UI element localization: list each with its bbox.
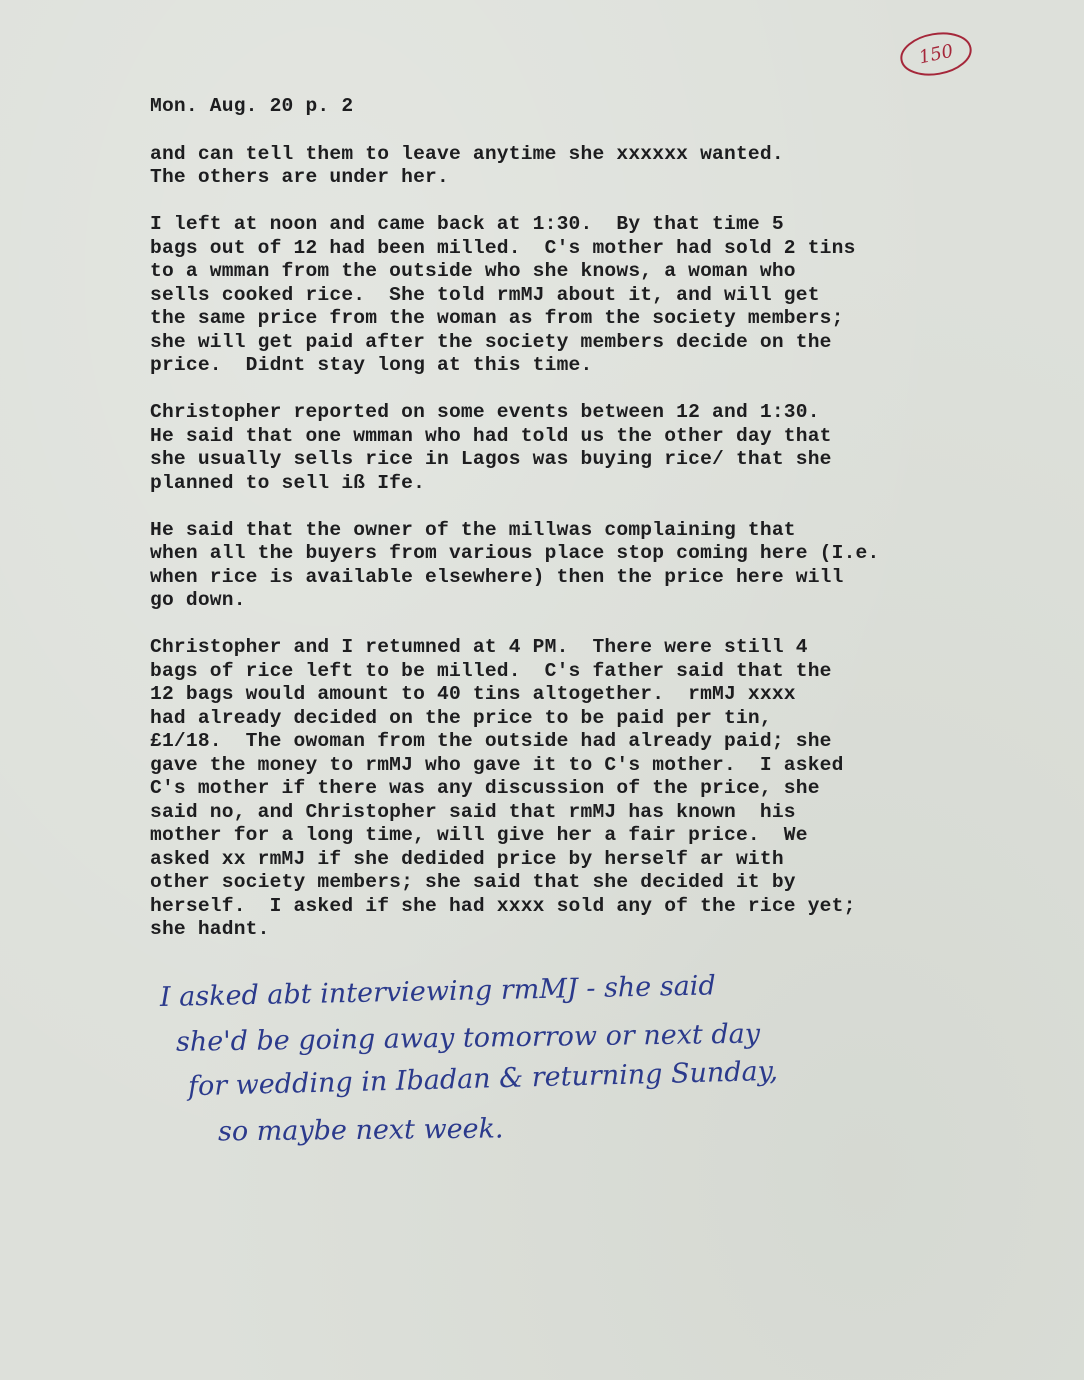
text-line: she hadnt. (150, 918, 270, 940)
text-line: He said that the owner of the millwas complaining that (150, 518, 796, 541)
text-line: I left at noon and came back at 1:30. By that time 5 (150, 213, 784, 235)
handwritten-line: for wedding in Ibadan & returning Sunday, (187, 1055, 779, 1103)
text-line: said no, and Christopher said that rmMJ has known his (150, 800, 796, 823)
paragraph (150, 143, 1020, 190)
text-line: He said that one wmman who had told us the other day that (150, 424, 832, 447)
handwritten-line: so maybe next week. (217, 1113, 504, 1148)
text-line: she usually sells rice in Lagos was buying rice/ that she (150, 448, 832, 470)
handwritten-note (159, 970, 1040, 1155)
text-line: C's mother if there was any discussion of the price, she (150, 777, 820, 799)
text-line: when rice is available elsewhere) then the price here will (150, 565, 844, 588)
text-line: sells cooked rice. She told rmMJ about it, and will get (150, 283, 820, 306)
text-line: other society members; she said that she decided it by (150, 871, 796, 893)
typed-text-body (150, 95, 1020, 965)
text-line: to a wmman from the outside who she knows, a woman who (150, 260, 796, 282)
handwritten-line: she'd be going away tomorrow or next day (175, 1018, 761, 1058)
text-line: The others are under her. (150, 166, 449, 188)
text-line: £1/18. The owoman from the outside had already paid; she (150, 730, 832, 752)
text-line: asked xx rmMJ if she dedided price by herself ar with (150, 847, 784, 870)
text-line: when all the buyers from various place stop coming here (I.e. (150, 542, 880, 564)
text-line: go down. (150, 589, 246, 611)
text-line: Christopher and I retumned at 4 PM. There were still 4 (150, 636, 808, 658)
page-number-text: 150 (917, 40, 955, 68)
text-line: Christopher reported on some events between 12 and 1:30. (150, 401, 820, 423)
paragraph (150, 401, 1020, 495)
paragraph (150, 636, 1020, 942)
text-line: mother for a long time, will give her a fair price. We (150, 824, 808, 846)
text-line: the same price from the woman as from the society members; (150, 307, 844, 329)
paragraph (150, 519, 1020, 613)
page-number-annotation (898, 30, 974, 78)
handwritten-line: I asked abt interviewing rmMJ - she said (159, 970, 716, 1013)
text-line: planned to sell iß Ife. (150, 471, 426, 494)
text-line: 12 bags would amount to 40 tins altogether. rmMJ xxxx (150, 683, 796, 705)
text-line: had already decided on the price to be paid per tin, (150, 706, 772, 729)
text-line: herself. I asked if she had xxxx sold any of the rice yet; (150, 894, 856, 917)
page-header: Mon. Aug. 20 p. 2 (150, 95, 354, 117)
text-line: and can tell them to leave anytime she xxxxxx wanted. (150, 142, 784, 165)
paragraph (150, 213, 1020, 378)
text-line: gave the money to rmMJ who gave it to C's mother. I asked (150, 753, 844, 776)
text-line: bags out of 12 had been milled. C's mother had sold 2 tins (150, 236, 856, 259)
text-line: price. Didnt stay long at this time. (150, 354, 593, 376)
text-line: bags of rice left to be milled. C's father said that the (150, 659, 832, 682)
text-line: she will get paid after the society members decide on the (150, 330, 832, 353)
